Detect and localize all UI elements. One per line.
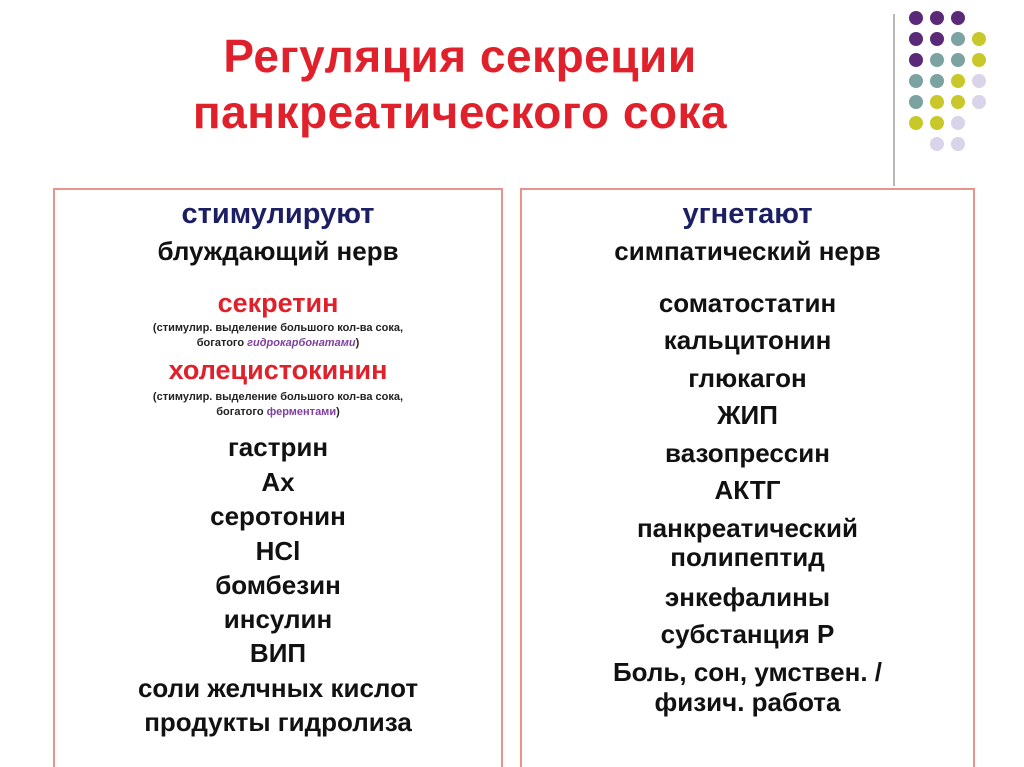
secretin-label: секретин (217, 288, 339, 318)
decorative-dot (930, 74, 944, 88)
inhibitor-item: АКТГ (714, 475, 781, 505)
decorative-dot (972, 53, 986, 67)
stimulators-heading: стимулируют (181, 198, 375, 230)
secretin-note (55, 321, 501, 351)
decorative-dot (930, 137, 944, 151)
stimulator-item: бомбезин (215, 570, 341, 600)
decorative-dot (930, 53, 944, 67)
decorative-dot (951, 11, 965, 25)
inhibitor-item: соматостатин (658, 288, 837, 318)
stimulator-item: серотонин (210, 501, 346, 531)
stimulator-item: продукты гидролиза (144, 707, 412, 737)
decorative-dot (951, 32, 965, 46)
decorative-dot (909, 11, 923, 25)
decorative-dot (909, 32, 923, 46)
stimulator-item: HCl (255, 536, 301, 566)
secretin-note-line1: (стимулир. выделение большого кол-ва сока, (152, 322, 404, 334)
decorative-dot (972, 74, 986, 88)
inhibitors-panel (520, 188, 975, 767)
inhibitor-item: кальцитонин (663, 325, 832, 355)
cck-note-highlight: ферментами (266, 406, 337, 418)
decorative-dot (951, 137, 965, 151)
pancreatic-polypeptide-line1: панкреатический (636, 513, 859, 543)
inhibitor-item: субстанция Р (660, 619, 835, 649)
decorative-dot (909, 116, 923, 130)
cck-note-suffix: ) (336, 406, 340, 418)
decorative-dot (909, 74, 923, 88)
inhibitor-item: вазопрессин (665, 438, 830, 468)
sympathetic-nerve: симпатический нерв (614, 236, 881, 266)
decorative-dot (930, 95, 944, 109)
decorative-dot (972, 95, 986, 109)
cck-note-line1: (стимулир. выделение большого кол-ва сока, (152, 391, 404, 403)
vagus-nerve: блуждающий нерв (157, 236, 399, 266)
decorative-dot (951, 95, 965, 109)
stimulators-panel (53, 188, 503, 767)
decorative-dot (951, 116, 965, 130)
decorative-dot (909, 53, 923, 67)
cck-label: холецистокинин (168, 355, 388, 385)
secretin-note-suffix: ) (355, 337, 360, 349)
stimulator-item: соли желчных кислот (137, 673, 419, 703)
decorative-dot-grid (909, 11, 999, 161)
inhibitor-item: глюкагон (688, 363, 807, 393)
inhibitor-item: энкефалины (664, 582, 831, 612)
decorative-dot (972, 32, 986, 46)
cck-note-line2 (55, 405, 501, 420)
stimulator-item: Ах (261, 467, 295, 497)
decorative-dot (951, 74, 965, 88)
decorative-dot (930, 116, 944, 130)
title-line-2: панкреатического сока (192, 86, 728, 138)
stimulator-item: инсулин (223, 604, 333, 634)
secretin-note-line2 (55, 336, 501, 351)
decorative-dot (909, 95, 923, 109)
secretin-note-prefix: богатого (196, 337, 248, 349)
inhibitor-item: ЖИП (717, 400, 778, 430)
pancreatic-polypeptide-line2: полипептид (670, 542, 825, 572)
conditions-line2: физич. работа (654, 687, 841, 717)
inhibitors-heading: угнетают (682, 198, 813, 230)
cck-note-prefix: богатого (216, 406, 267, 418)
page-title (60, 28, 860, 140)
decorative-dot (930, 11, 944, 25)
secretin-note-highlight: гидрокарбонатами (247, 337, 356, 349)
title-line-1: Регуляция секреции (223, 30, 697, 82)
stimulator-item: гастрин (227, 432, 329, 462)
cck-note (55, 390, 501, 420)
decorative-dot (930, 32, 944, 46)
conditions-line1: Боль, сон, умствен. / (612, 657, 883, 687)
decorative-dot (951, 53, 965, 67)
stimulator-item: ВИП (249, 638, 307, 668)
decorative-divider (893, 14, 895, 186)
